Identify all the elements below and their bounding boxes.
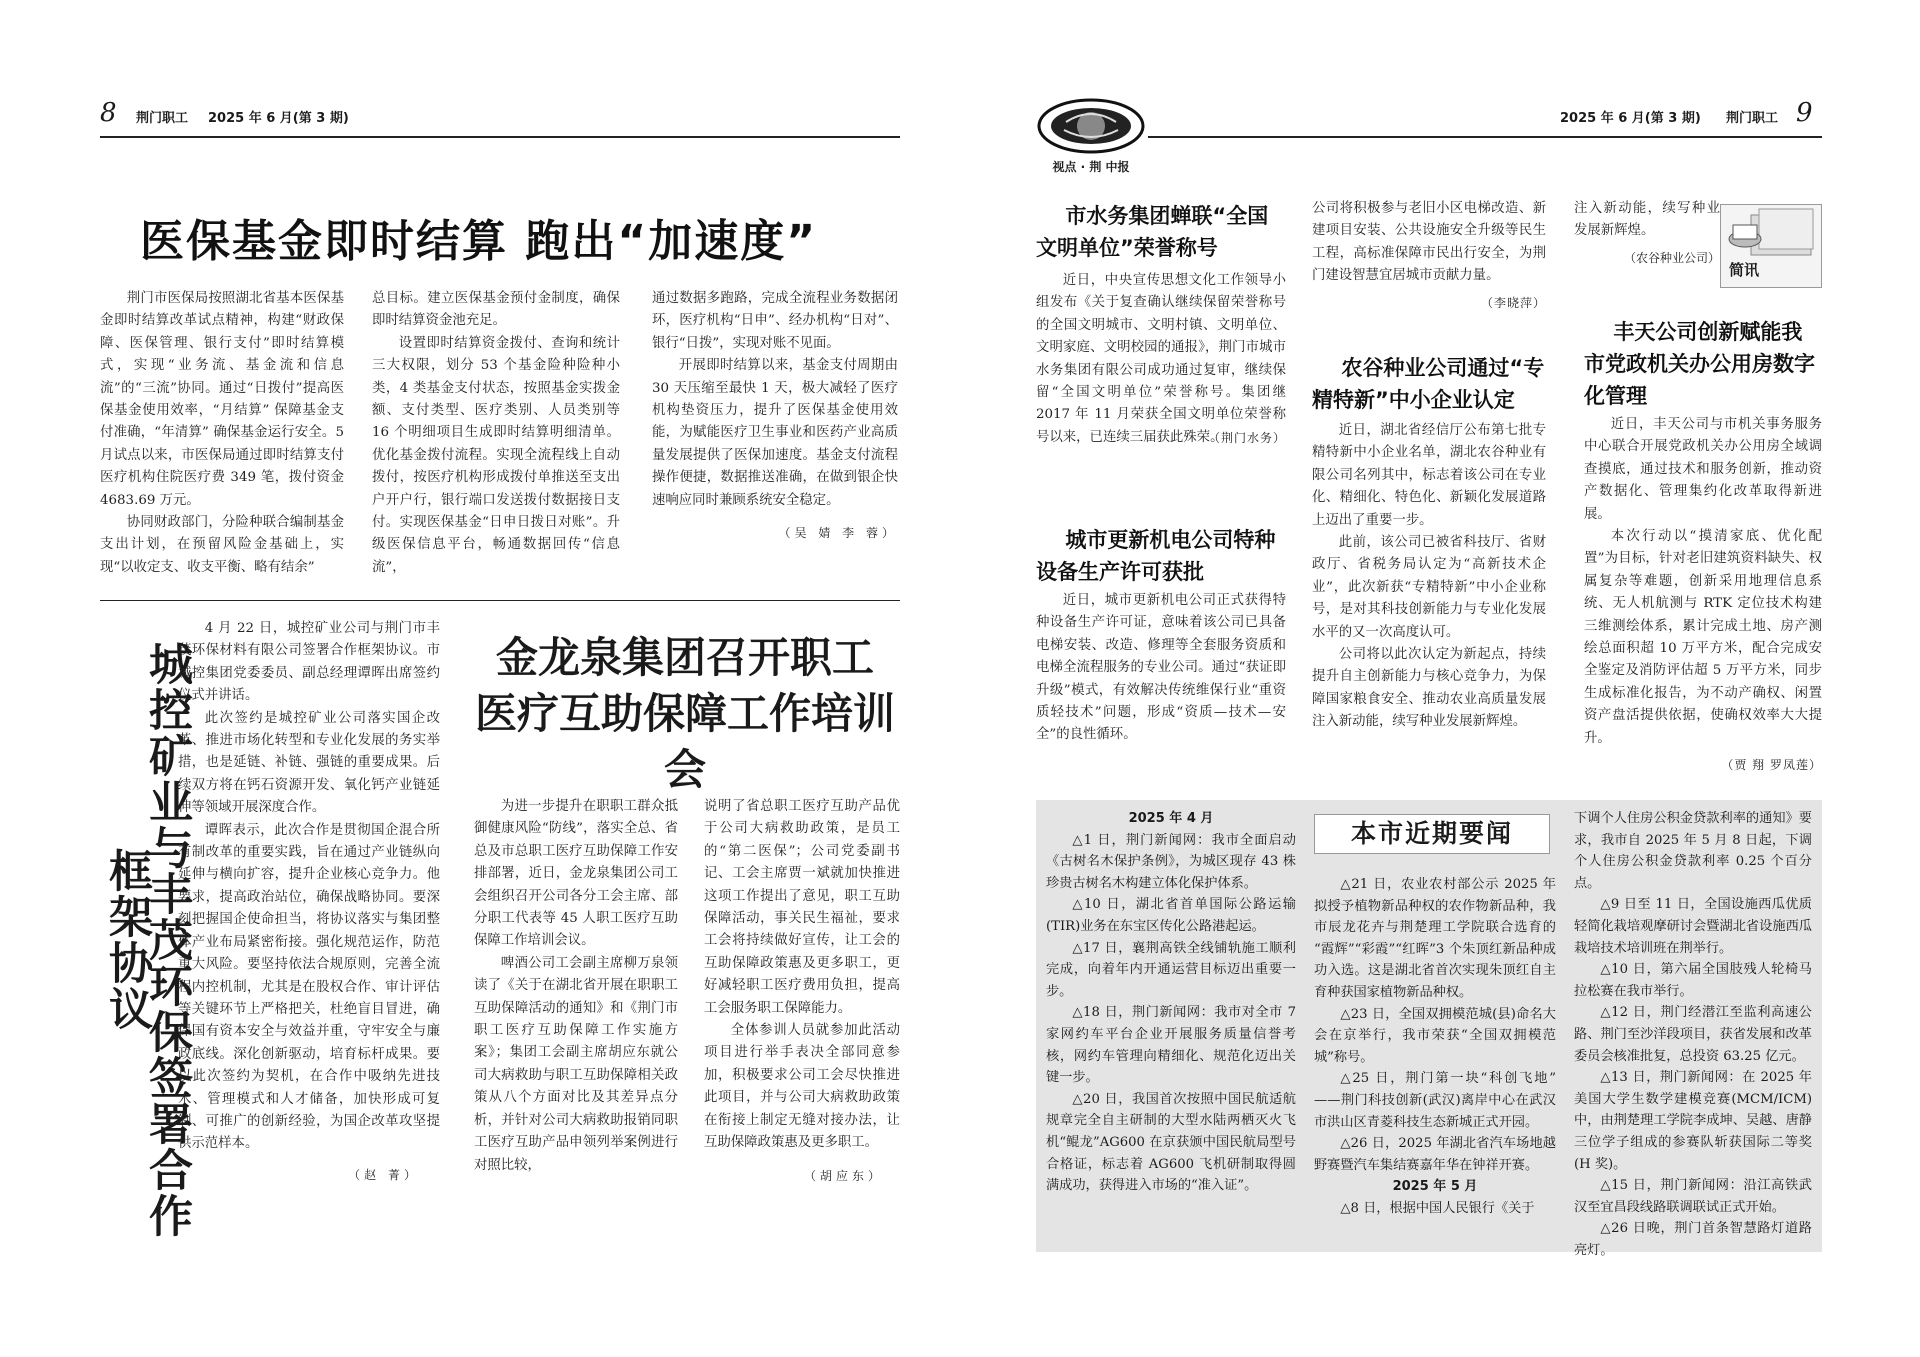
article-seed-tail: 注入新动能，续写种业发展新辉煌。 xyxy=(1574,201,1720,239)
article-chengkong-para: 4 月 22 日，城控矿业公司与荆门市丰茂环保材料有限公司签署合作框架协议。市城控集团党委委员、副总经理谭晖出席签约仪式并讲话。 xyxy=(178,621,440,704)
article-elevator-para: 近日，城市更新机电公司正式获得特种设备生产许可证，意味着该公司已具备电梯安装、改造、修理等全套服务资质和电梯全流程服务的专业公司。通过“获证即升级”模式，有效解决传统维保行业“重资质轻技术”问题，形成“资质—技术—安全”的良性循环。 xyxy=(1036,593,1286,743)
news-title-box xyxy=(1314,814,1550,854)
article-fengtian-body xyxy=(1584,414,1822,777)
article-medical-col3 xyxy=(652,288,898,544)
article-medical-signature: （吴 婧 李 蓉） xyxy=(778,526,898,541)
recent-news-panel xyxy=(1036,800,1822,1258)
article-chengkong-signature: （赵 菁） xyxy=(348,1167,420,1182)
news-item: △10 日，湖北省首单国际公路运输(TIR)业务在东宝区传化公路港起运。 xyxy=(1046,897,1296,934)
news-item: △10 日，第六届全国肢残人轮椅马拉松赛在我市举行。 xyxy=(1574,962,1812,999)
left-section-rule xyxy=(100,600,900,601)
article-chengkong-title-text: 城控矿业与丰茂环保签署合作框架协议 xyxy=(101,641,192,1239)
news-month-may: 2025 年 5 月 xyxy=(1392,1179,1478,1195)
news-col1 xyxy=(1046,808,1296,1197)
article-jinlongquan-title-line1: 金龙泉集团召开职工 xyxy=(495,633,874,682)
news-item: △20 日，我国首次按照中国民航适航规章完全自主研制的大型水陆两栖灭火飞机“鲲龙”AG600 在京获颁中国民航局型号合格证，标志着 AG600 飞机研制取得圆满成功，获得进入市场的“准入证”。 xyxy=(1046,1091,1296,1194)
article-medical-col1 xyxy=(100,288,344,579)
article-water-para: 近日，中央宣传思想文化工作领导小组发布《关于复查确认继续保留荣誉称号的全国文明城市、文明村镇、文明单位、文明家庭、文明校园的通报》，荆门市城市水务集团有限公司成功通过复审，继续保留“全国文明单位”荣誉称号。集团继 2017 年 11 月荣获全国文明单位荣誉称号以来，已连续三届获此殊荣。 xyxy=(1036,273,1286,445)
news-item: △26 日晚，荆门首条智慧路灯道路亮灯。 xyxy=(1574,1221,1812,1258)
left-page-header xyxy=(100,98,900,130)
logo-caption: 视点 · 荆 中报 xyxy=(1052,160,1130,174)
article-jinlongquan-signature: （胡应东） xyxy=(803,1168,884,1183)
article-medical-para: 通过数据多跑路，完成全流程业务数据闭环，医疗机构“日申”、经办机构“日对”、银行“日拨”，实现对账不见面。 xyxy=(652,291,898,351)
right-logo xyxy=(1036,96,1146,172)
article-jinlongquan-col1 xyxy=(474,796,678,1177)
brief-box xyxy=(1720,204,1822,288)
article-seed-continued xyxy=(1574,198,1720,269)
news-col2 xyxy=(1314,874,1556,1220)
article-jinlongquan-title xyxy=(470,630,900,798)
left-issue-date: 2025 年 6 月(第 3 期) xyxy=(208,111,349,126)
news-col3 xyxy=(1574,808,1812,1261)
news-title: 本市近期要闻 xyxy=(1350,819,1513,848)
news-item: △18 日，荆门新闻网：我市对全市 7 家网约车平台企业开展服务质量信誉考核，网约车管理向精细化、规范化迈出关键一步。 xyxy=(1046,1005,1296,1086)
news-item: 下调个人住房公积金贷款利率的通知》要求，我市自 2025 年 5 月 8 日起，下调个人住房公积金贷款利率 0.25 个百分点。 xyxy=(1574,811,1812,891)
article-elevator-col2 xyxy=(1312,198,1546,314)
article-seed-para: 公司将以此次认定为新起点，持续提升自主创新能力与核心竞争力，为保障国家粮食安全、推动农业高质量发展注入新动能，续写种业发展新辉煌。 xyxy=(1312,647,1546,730)
article-medical-title: 医保基金即时结算 跑出“加速度” xyxy=(140,216,818,267)
article-jinlongquan-para: 全体参训人员就参加此活动项目进行举手表决全部同意参加，积极要求公司工会尽快推进此项目，并与公司大病救助政策在衔接上制定无缝对接办法，让互助保障政策惠及更多职工。 xyxy=(704,1023,900,1151)
article-elevator-title: 城市更新机电公司特种设备生产许可获批 xyxy=(1036,528,1276,584)
article-seed-title: 农谷种业公司通过“专精特新”中小企业认定 xyxy=(1312,356,1545,412)
left-header-rule xyxy=(100,136,900,138)
article-elevator-signature: （李晓萍） xyxy=(1480,295,1546,310)
article-water-signature: （荆门水务） xyxy=(1207,431,1286,446)
article-medical-para: 开展即时结算以来，基金支付周期由 30 天压缩至最快 1 天，极大减轻了医疗机构垫资压力，提升了医保基金使用效能，为赋能医疗卫生事业和医药产业高质量发展提供了医保加速度。基金支付流程操作便捷，数据推送准确，在做到银企快速响应同时兼顾系统安全稳定。 xyxy=(652,358,898,508)
cup-and-papers-icon xyxy=(1721,205,1821,261)
news-item: △12 日，荆门经潜江至监利高速公路、荆门至沙洋段项目，获省发展和改革委员会核准批复，总投资 63.25 亿元。 xyxy=(1574,1005,1812,1064)
news-item: △25 日，荆门第一块“科创飞地” ——荆门科技创新(武汉)离岸中心在武汉市洪山区青菱科技生态新城正式开园。 xyxy=(1314,1071,1556,1130)
article-chengkong-para: 谭晖表示，此次合作是贯彻国企混合所有制改革的重要实践，旨在通过产业链纵向延伸与横向扩容，提升企业核心竞争力。他要求，提高政治站位，确保战略协同。要深刻把握国企使命担当，将协议落实与集团整体产业布局紧密衔接。强化规范运作，防范重大风险。要坚持依法合规原则，完善全流程内控机制，尤其是在股权合作、审计评估等关键环节上严格把关，杜绝盲目冒进，确保国有资本安全与效益并重，守牢安全与廉政底线。深化创新驱动，培育标杆成果。要以此次签约为契机，在合作中吸纳先进技术、管理模式和人才储备，加快形成可复制、可推广的创新经验，为国企改革攻坚提供示范样本。 xyxy=(178,822,440,1152)
article-seed-signature: （农谷种业公司） xyxy=(1623,250,1720,265)
article-jinlongquan-col2 xyxy=(704,796,900,1187)
eye-logo-icon xyxy=(1036,96,1146,156)
article-medical-para: 协同财政部门，分险种联合编制基金支出计划，在预留风险金基础上，实现“以收定支、收支平衡、略有结余” xyxy=(100,515,344,575)
article-seed-para: 近日，湖北省经信厅公布第七批专精特新中小企业名单，湖北农谷种业有限公司名列其中，标志着该公司在专业化、精细化、特色化、新颖化发展道路上迈出了重要一步。 xyxy=(1312,423,1546,528)
news-item: △15 日，荆门新闻网：沿江高铁武汉至宜昌段线路联调联试正式开始。 xyxy=(1574,1178,1812,1215)
article-elevator-col1 xyxy=(1036,590,1286,747)
article-fengtian-para: 近日，丰天公司与市机关事务服务中心联合开展党政机关办公用房全域调查摸底，通过技术和服务创新，推动资产数据化、管理集约化改革取得新进展。 xyxy=(1584,417,1822,522)
article-seed-body xyxy=(1312,420,1546,733)
news-item: △26 日，2025 年湖北省汽车场地越野赛暨汽车集结赛嘉年华在钟祥开赛。 xyxy=(1314,1136,1556,1173)
article-medical-para: 设置即时结算资金拨付、查询和统计三大权限，划分 53 个基金险种险种小类，4 类基金支付状态，按照基金实拨金额、支付类型、医疗类别、人员类别等 16 个明细项目生成即时结算明细清单。优化基金拨付流程。实现全流程线上自动拨付，按医疗机构形成拨付单推送至支出户开户行，银行端口发送拨付数据接日支付。实现医保基金“日申日拨日对账”。升级医保信息平台，畅通数据回传“信息流”， xyxy=(372,335,620,575)
left-page-number: 8 xyxy=(100,98,117,128)
article-jinlongquan-para: 啤酒公司工会副主席柳万泉领读了《关于在湖北省开展在职职工互助保障活动的通知》和《荆门市职工医疗互助保障工作实施方案》；集团工会副主席胡应东就公司大病救助与职工互助保障相关政策从八个方面对比及其差异点分析，并针对公司大病救助报销同职工医疗互助产品申领列举案例进行对照比较， xyxy=(474,955,678,1173)
article-chengkong-body xyxy=(178,618,440,1186)
article-water-body xyxy=(1036,270,1286,450)
right-page-header xyxy=(1560,98,1822,130)
article-medical-col2 xyxy=(372,288,620,579)
right-header-rule xyxy=(1148,136,1822,138)
news-item: △21 日，农业农村部公示 2025 年拟授予植物新品种权的农作物新品种，我市辰龙花卉与荆楚理工学院联合选育的 “霞辉”“彩霞”“红晖”3 个朱顶红新品种成功入选。这是湖北省首次实现朱顶红自主育种获国家植物新品种权。 xyxy=(1314,877,1556,1000)
news-item: △8 日，根据中国人民银行《关于 xyxy=(1340,1200,1535,1216)
news-item: △1 日，荆门新闻网：我市全面启动《古树名木保护条例》，为城区现存 43 株珍贵古树名木构建立体化保护体系。 xyxy=(1046,832,1296,891)
article-fengtian-para: 本次行动以“摸清家底、优化配置”为目标，针对老旧建筑资料缺失、权属复杂等难题，创新采用地理信息系统、无人机航测与 RTK 定位技术构建三维测绘体系，累计完成土地、房产测绘总面积超 10 万平方米，配合完成安全鉴定及消防评估超 5 万平方米，同步生成标准化报告，为不动产确权、闲置资产盘活提供依据，使确权效率大大提升。 xyxy=(1584,529,1822,746)
article-water-title: 市水务集团蝉联“全国文明单位”荣誉称号 xyxy=(1036,204,1269,260)
news-item: △9 日至 11 日，全国设施西瓜优质轻简化栽培观摩研讨会暨湖北省设施西瓜栽培技术培训班在荆举行。 xyxy=(1574,897,1812,956)
right-issue-date: 2025 年 6 月(第 3 期) xyxy=(1560,111,1701,126)
news-item: △17 日，襄荆高铁全线铺轨施工顺利完成，向着年内开通运营目标迈出重要一步。 xyxy=(1046,940,1296,999)
article-jinlongquan-para: 为进一步提升在职职工群众抵御健康风险“防线”，落实全总、省总及市总职工医疗互助保障工作安排部署，近日，金龙泉集团公司工会组织召开公司各分工会主席、部分职工代表等 45 人职工医疗互助保障工作培训会议。 xyxy=(474,799,678,949)
article-fengtian-signature: （贾 翔 罗凤莲） xyxy=(1721,758,1822,773)
article-medical-para: 荆门市医保局按照湖北省基本医保基金即时结算改革试点精神，构建“财政保障、医保管理、银行支付”即时结算模式，实现“业务流、基金流和信息流”的“三流”协同。通过“日拨付”提高医保基金使用效率，“月结算” 保障基金支付准确，“年清算” 确保基金运行安全。5 月试点以来，市医保局通过即时结算支付医疗机构住院医疗费 349 笔，拨付资金 4683.69 万元。 xyxy=(100,291,344,508)
news-month-april: 2025 年 4 月 xyxy=(1128,811,1214,826)
article-elevator-para: 公司将积极参与老旧小区电梯改造、新建项目安装、公共设施安全升级等民生工程，高标准保障市民出行安全，为荆门建设智慧宜居城市贡献力量。 xyxy=(1312,201,1546,284)
news-item: △13 日，荆门新闻网：在 2025 年美国大学生数学建模竞赛(MCM/ICM)中，由荆楚理工学院李成坤、吴越、唐静三位学子组成的参赛队斩获国际二等奖(H 奖)。 xyxy=(1574,1070,1812,1172)
article-jinlongquan-para: 说明了省总职工医疗互助产品优于公司大病救助政策，是员工的“第二医保”；公司党委副书记、工会主席贾一斌就加快推进这项工作提出了意见，职工互助保障活动，事关民生福祉，要求工会将持续做好宣传，让工会的互助保障政策惠及更多职工，更好减轻职工医疗费用负担，提高工会服务职工保障能力。 xyxy=(704,799,900,1016)
article-chengkong-para: 此次签约是城控矿业公司落实国企改革、推进市场化转型和专业化发展的务实举措，也是延链、补链、强链的重要成果。后续双方将在钙石资源开发、氧化钙产业链延伸等领域开展深度合作。 xyxy=(178,710,440,816)
article-medical-para: 总目标。建立医保基金预付金制度，确保即时结算资金池充足。 xyxy=(372,291,620,329)
brief-label: 简讯 xyxy=(1729,261,1760,279)
left-paper-name: 荆门职工 xyxy=(136,111,189,126)
article-chengkong-title xyxy=(101,620,192,1260)
right-page-number: 9 xyxy=(1796,98,1813,128)
right-paper-name: 荆门职工 xyxy=(1726,111,1779,126)
article-jinlongquan-title-line2: 医疗互助保障工作培训会 xyxy=(474,689,895,794)
article-seed-para: 此前，该公司已被省科技厅、省财政厅、省税务局认定为“高新技术企业”，此次新获“专精特新”中小企业称号，是对其科技创新能力与专业化发展水平的又一次高度认可。 xyxy=(1312,535,1546,640)
article-fengtian-title: 丰天公司创新赋能我市党政机关办公用房数字化管理 xyxy=(1584,320,1815,408)
news-item: △23 日，全国双拥模范城(县)命名大会在京举行，我市荣获“全国双拥模范城”称号。 xyxy=(1314,1006,1556,1065)
